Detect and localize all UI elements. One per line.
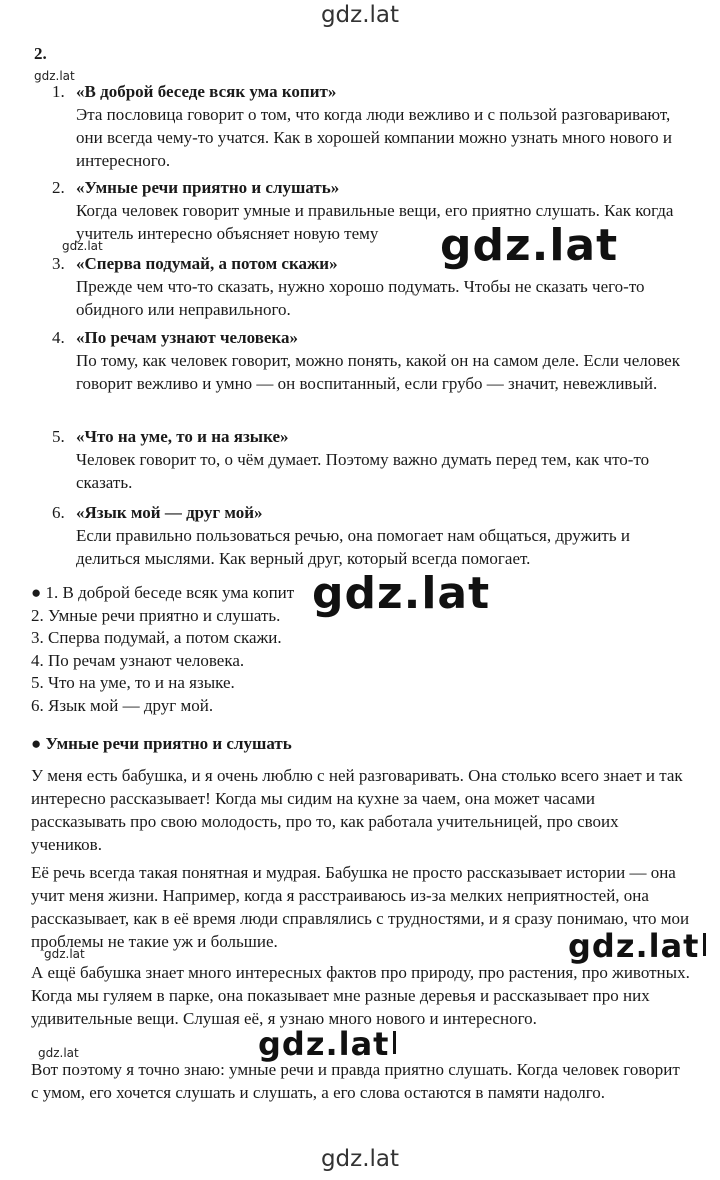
proverb-number: 5.: [52, 427, 65, 446]
proverb-item: [52, 501, 692, 570]
proverb-title: «Язык мой — друг мой»: [76, 503, 263, 522]
proverb-explanation: По тому, как человек говорит, можно понять, какой он на самом деле. Если человек говорит вежливо и умно — он воспитанный, если грубо — значит, невежливый.: [76, 351, 680, 393]
watermark-small: gdz.lat: [34, 69, 75, 83]
watermark-large: gdz.lat: [440, 220, 619, 271]
essay-paragraph: Вот поэтому я точно знаю: умные речи и правда приятно слушать. Когда человек говорит с умом, его хочется слушать и слушать, а его слова остаются в памяти надолго.: [31, 1060, 680, 1102]
list-item: 4. По речам узнают человека.: [31, 650, 245, 670]
watermark-large: gdz.lat: [568, 930, 706, 962]
proverb-explanation: Прежде чем что-то сказать, нужно хорошо подумать. Чтобы не сказать чего-то обидного или неправильного.: [76, 277, 645, 319]
proverb-item: [52, 176, 692, 245]
proverb-explanation: Когда человек говорит умные и правильные вещи, его приятно слушать. Как когда учитель интересно объясняет новую тему: [76, 201, 674, 243]
watermark-top: gdz.lat: [320, 2, 400, 28]
watermark-small: gdz.lat: [44, 947, 85, 961]
list-item: 3. Сперва подумай, а потом скажи.: [31, 628, 282, 647]
proverb-number: 4.: [52, 328, 65, 347]
proverb-title: «По речам узнают человека»: [76, 328, 298, 347]
proverb-explanation: Эта пословица говорит о том, что когда люди вежливо и с пользой разговаривают, они всегда чему-то учатся. Как в хорошей компании можно узнать много нового и интересного.: [76, 105, 673, 170]
proverb-title: «Умные речи приятно и слушать»: [76, 178, 340, 197]
proverb-item: [52, 425, 692, 494]
proverb-number: 6.: [52, 503, 65, 522]
watermark-large: gdz.lat: [312, 568, 491, 619]
essay-paragraph: У меня есть бабушка, и я очень люблю с ней разговаривать. Она столько всего знает и так интересно рассказывает! Когда мы сидим на кухне за чаем, она может часами рассказывать про свою молодость, про то, как работала учительницей, про своих учеников.: [31, 766, 683, 854]
watermark-bottom: gdz.lat: [320, 1146, 400, 1172]
proverb-item: [52, 80, 692, 172]
watermark-large: gdz.lat: [258, 1028, 396, 1060]
proverb-explanation: Человек говорит то, о чём думает. Поэтому важно думать перед тем, как что-то сказать.: [76, 450, 650, 492]
list-item: 6. Язык мой — друг мой.: [31, 695, 214, 715]
proverb-number: 3.: [52, 254, 65, 273]
proverb-title: «Сперва подумай, а потом скажи»: [76, 254, 338, 273]
watermark-small: gdz.lat: [62, 239, 103, 253]
proverb-number: 1.: [52, 82, 65, 101]
watermark-small: gdz.lat: [38, 1046, 79, 1060]
proverb-list: [31, 582, 294, 717]
essay-title: ● Умные речи приятно и слушать: [31, 734, 292, 753]
proverb-item: [52, 326, 692, 395]
list-item: 2. Умные речи приятно и слушать.: [31, 605, 281, 625]
proverb-title: «Что на уме, то и на языке»: [76, 427, 289, 446]
list-item: 5. Что на уме, то и на языке.: [31, 673, 235, 692]
proverb-item: [52, 252, 692, 321]
essay-paragraph: А ещё бабушка знает много интересных фактов про природу, про растения, про животных. Когда мы гуляем в парке, она показывает мне разные деревья и рассказывает про них удивительные вещи. Слушая её, я узнаю много нового и интересного.: [31, 963, 690, 1028]
essay-paragraph: Её речь всегда такая понятная и мудрая. Бабушка не просто рассказывает истории — она учит меня жизни. Например, когда я расстраиваюсь из-за мелких неприятностей, она рассказывает, как в её время люди справлялись с трудностями, и я сразу понимаю, что мои проблемы не такие уж и большие.: [31, 863, 690, 951]
list-item: ● 1. В доброй беседе всяк ума копит: [31, 583, 295, 602]
proverb-explanation: Если правильно пользоваться речью, она помогает нам общаться, дружить и делиться мыслями. Как верный друг, который всегда помогает.: [76, 526, 630, 568]
proverb-title: «В доброй беседе всяк ума копит»: [76, 82, 337, 101]
proverb-number: 2.: [52, 178, 65, 197]
task-number: 2.: [34, 44, 47, 63]
